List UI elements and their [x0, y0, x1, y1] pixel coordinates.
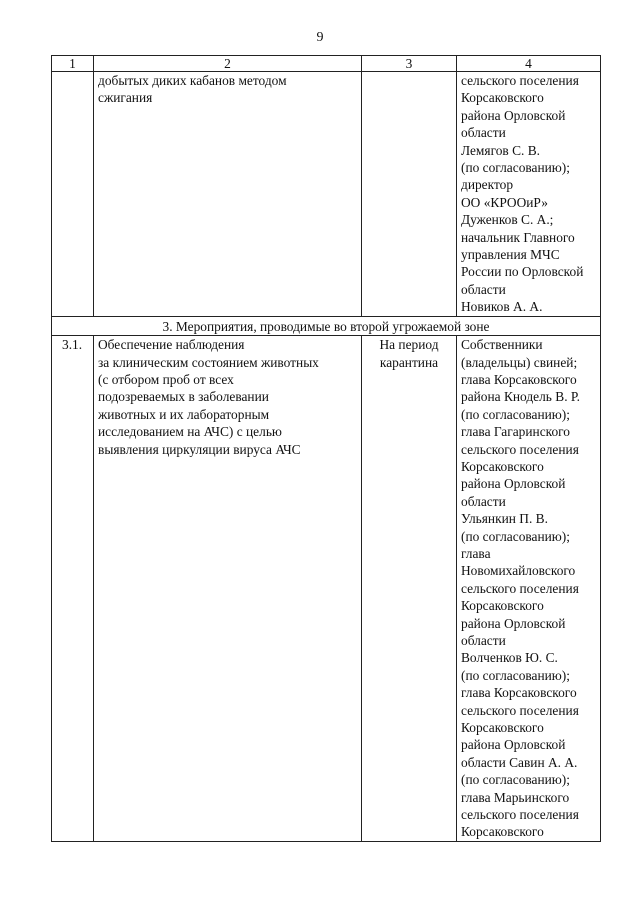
cell-text-line: (по согласованию); [461, 160, 570, 176]
header-col-4: 4 [457, 56, 601, 72]
term-cell [362, 336, 457, 842]
responsible-cell [457, 336, 601, 842]
section-title: 3. Мероприятия, проводимые во второй угрожаемой зоне [52, 316, 601, 335]
cell-text-line: Корсаковского [461, 458, 544, 474]
cell-text-line: начальник Главного [461, 229, 575, 245]
cell-text-line: Корсаковского [461, 720, 544, 736]
cell-text-line: района Орловской [461, 615, 566, 631]
measure-cell [94, 336, 362, 842]
cell-text-line: (по согласованию); [461, 406, 570, 422]
cell-text-line: карантина [379, 354, 439, 370]
cell-text-line: директор [461, 177, 514, 193]
cell-text-line: исследованием на АЧС) с целью [98, 424, 282, 440]
cell-text-line: (по согласованию); [461, 667, 570, 683]
cell-text-line: Корсаковского [461, 598, 544, 614]
cell-text-line: сельского поселения [461, 807, 579, 823]
cell-text-line: области [461, 125, 506, 141]
cell-text-line: ОО «КРООиР» [461, 194, 548, 210]
cell-text-line: (по согласованию); [461, 772, 570, 788]
cell-text-line: за клиническим состоянием животных [98, 354, 319, 370]
header-col-1: 1 [52, 56, 94, 72]
cell-text-line: подозреваемых в заболевании [98, 389, 269, 405]
cell-text-line: (по согласованию); [461, 528, 570, 544]
cell-text-line: Дуженков С. А.; [461, 212, 554, 228]
table-row [52, 336, 601, 842]
cell-text-line: Собственники [461, 337, 543, 353]
page-number: 9 [316, 30, 324, 45]
cell-text-line: Новомихайловского [461, 563, 576, 579]
table-row [52, 72, 601, 317]
row-number-cell [52, 336, 94, 842]
cell-text-line: области [461, 493, 506, 509]
cell-text-line: (владельцы) свиней; [461, 354, 578, 370]
header-col-3: 3 [362, 56, 457, 72]
measure-cell [94, 72, 362, 317]
cell-text-line: России по Орловской [461, 264, 584, 280]
cell-text-line: сельского поселения [461, 702, 579, 718]
term-cell [362, 72, 457, 317]
cell-text-line: выявления циркуляции вируса АЧС [98, 441, 301, 457]
cell-text-line: глава Гагаринского [461, 424, 571, 440]
cell-text-line: Обеспечение наблюдения [98, 337, 245, 353]
cell-text-line: Корсаковского [461, 824, 544, 840]
cell-text-line: добытых диких кабанов методом [98, 73, 287, 88]
row-number-cell [52, 72, 94, 317]
cell-text-line: Новиков А. А. [461, 299, 543, 315]
cell-text-line: управления МЧС [461, 247, 560, 263]
cell-text-line: района Кнодель В. Р. [461, 389, 581, 405]
row-number: 3.1. [62, 337, 83, 353]
cell-text-line: Волченков Ю. С. [461, 650, 558, 666]
cell-text-line: глава [461, 545, 491, 561]
cell-text-line: Лемягов С. В. [461, 142, 540, 158]
cell-text-line: области [461, 633, 506, 648]
cell-text-line: сельского поселения [461, 580, 579, 596]
cell-text-line: На период [379, 337, 439, 353]
cell-text-line: глава Корсаковского [461, 371, 577, 387]
cell-text-line: животных и их лабораторным [98, 406, 270, 422]
table-header-row [52, 56, 601, 72]
cell-text-line: Корсаковского [461, 90, 544, 106]
cell-text-line: глава Марьинского [461, 789, 570, 805]
responsible-cell [457, 72, 601, 317]
cell-text-line: района Орловской [461, 107, 566, 123]
header-col-2: 2 [94, 56, 362, 72]
cell-text-line: глава Корсаковского [461, 685, 577, 701]
section-row [52, 316, 601, 335]
cell-text-line: области Савин А. А. [461, 754, 578, 770]
cell-text-line: области [461, 281, 506, 297]
cell-text-line: (с отбором проб от всех [98, 371, 234, 387]
measures-table [51, 55, 601, 842]
cell-text-line: сжигания [98, 90, 153, 106]
cell-text-line: сельского поселения [461, 73, 579, 88]
cell-text-line: сельского поселения [461, 441, 579, 457]
cell-text-line: района Орловской [461, 476, 566, 492]
cell-text-line: района Орловской [461, 737, 566, 753]
cell-text-line: Ульянкин П. В. [461, 511, 548, 527]
